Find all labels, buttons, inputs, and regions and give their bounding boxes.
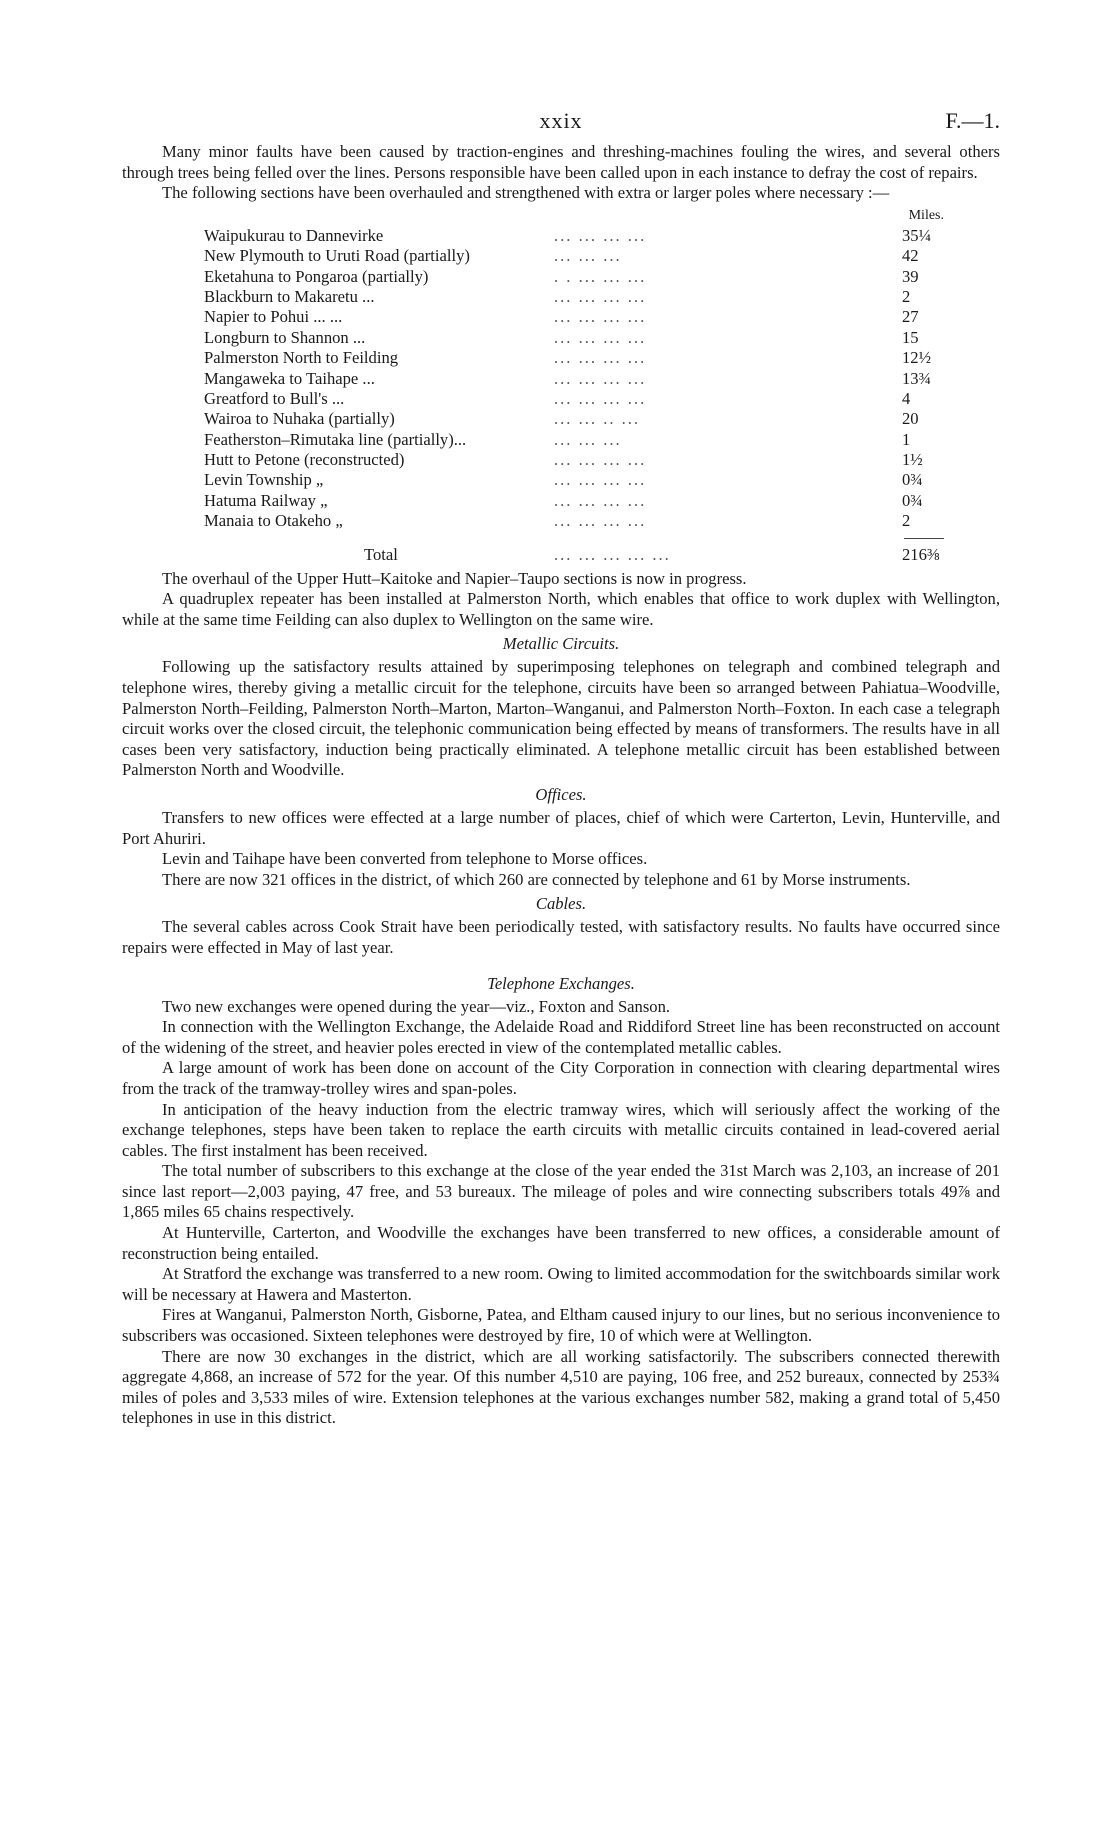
miles-value: 39 — [902, 266, 919, 286]
paragraph: At Hunterville, Carterton, and Woodville the exchanges have been transferred to new offices, a considerable amount of reconstruction being entailed. — [122, 1223, 1000, 1263]
section-name: Greatford to Bull's ... — [204, 388, 345, 408]
miles-value: 42 — [902, 246, 919, 266]
miles-value: 15 — [902, 327, 919, 347]
section-heading-telephone-exchanges: Telephone Exchanges. — [487, 973, 635, 993]
page-number: xxix — [539, 108, 583, 133]
section-name: Mangaweka to Taihape ... — [204, 368, 375, 388]
table-row — [204, 307, 944, 327]
section-name: Levin Township „ — [204, 470, 324, 490]
leader-dots: ... ... ... ... — [554, 348, 647, 368]
leader-dots: ... ... ... ... — [554, 450, 647, 470]
paragraph: There are now 321 offices in the district, of which 260 are connected by telephone and 61 by Morse instruments. — [162, 869, 911, 889]
paragraph: In connection with the Wellington Exchange, the Adelaide Road and Riddiford Street line has been reconstructed on account of the widening of the street, and heavier poles erected in view of the contemplated metallic cables. — [122, 1017, 1000, 1057]
document-page — [122, 108, 1000, 1429]
paragraph: There are now 30 exchanges in the district, which are all working satisfactorily. The subscribers connected therewith aggregate 4,868, an increase of 572 for the year. Of this number 4,510 are paying, 106 free, and 252 bureaux, connected by 253¾ miles of poles and 3,533 miles of wire. Extension telephones at the various exchanges number 582, making a grand total of 5,450 telephones in use in this district. — [122, 1346, 1000, 1428]
leader-dots: ... ... ... ... — [554, 511, 647, 531]
section-name: Manaia to Otakeho „ — [204, 511, 343, 531]
paragraph: At Stratford the exchange was transferred to a new room. Owing to limited accommodation for the switchboards similar work will be necessary at Hawera and Masterton. — [122, 1264, 1000, 1304]
section-heading-cables: Cables. — [535, 894, 587, 914]
total-label: Total — [364, 544, 398, 564]
section-name: Hatuma Railway „ — [204, 490, 328, 510]
table-row — [204, 470, 944, 490]
leader-dots: ... ... ... ... — [554, 307, 647, 327]
miles-value: 35¼ — [902, 225, 932, 245]
total-row — [204, 543, 944, 567]
total-value: 216⅜ — [902, 544, 940, 564]
table-row — [204, 409, 944, 429]
section-name: Napier to Pohui ... ... — [204, 307, 343, 327]
table-row — [204, 491, 944, 511]
paragraph: Levin and Taihape have been converted from telephone to Morse offices. — [162, 849, 648, 869]
section-name: New Plymouth to Uruti Road (partially) — [204, 246, 470, 266]
table-row — [204, 389, 944, 409]
table-row — [204, 246, 944, 266]
leader-dots: ... ... ... ... — [554, 327, 647, 347]
miles-value: 20 — [902, 409, 919, 429]
leader-dots: ... ... ... ... — [554, 225, 647, 245]
miles-value: 0¾ — [902, 470, 923, 490]
section-name: Blackburn to Makaretu ... — [204, 286, 375, 306]
paragraph: The following sections have been overhauled and strengthened with extra or larger poles where necessary :— — [162, 183, 890, 203]
paragraph: The overhaul of the Upper Hutt–Kaitoke and Napier–Taupo sections is now in progress. — [162, 568, 747, 588]
table-row — [204, 328, 944, 348]
section-heading-metallic-circuits: Metallic Circuits. — [502, 634, 620, 654]
section-name: Eketahuna to Pongaroa (partially) — [204, 266, 429, 286]
table-row — [204, 369, 944, 389]
table-row — [204, 226, 944, 246]
leader-dots: ... ... ... — [554, 246, 622, 266]
section-name: Featherston–Rimutaka line (partially)... — [204, 429, 467, 449]
paragraph: Two new exchanges were opened during the year—viz., Foxton and Sanson. — [162, 996, 671, 1016]
miles-column-header: Miles. — [908, 207, 944, 223]
section-name: Longburn to Shannon ... — [204, 327, 366, 347]
table-row — [204, 287, 944, 307]
miles-value: 13¾ — [902, 368, 932, 388]
miles-value: 1½ — [902, 450, 923, 470]
miles-value: 4 — [902, 388, 911, 408]
paragraph: The total number of subscribers to this exchange at the close of the year ended the 31st March was 2,103, an increase of 201 since last report—2,003 paying, 47 free, and 53 bureaux. The mileage of poles and wire connecting subscribers totals 49⅞ and 1,865 miles 65 chains respectively. — [122, 1161, 1000, 1222]
section-name: Hutt to Petone (reconstructed) — [204, 450, 405, 470]
table-row — [204, 511, 944, 531]
miles-value: 12½ — [902, 348, 932, 368]
paragraph: Following up the satisfactory results attained by superimposing telephones on telegraph and combined telegraph and telephone wires, thereby giving a metallic circuit for the telephone, circuits have been so arranged between Pahiatua–Woodville, Palmerston North–Feilding, Palmerston North–Marton, Marton–Wanganui, and Palmerston North–Foxton. In each case a telegraph circuit works over the closed circuit, the telephonic communication being effected by means of transformers. The results have in all cases been very satisfactory, induction being practically eliminated. A telephone metallic circuit has been established between Palmerston North and Woodville. — [122, 657, 1000, 780]
miles-value: 2 — [902, 511, 911, 531]
leader-dots: ... ... ... ... — [554, 490, 647, 510]
miles-value: 27 — [902, 307, 919, 327]
paragraph: Transfers to new offices were effected at a large number of places, chief of which were Carterton, Levin, Hunterville, and Port Ahuriri. — [122, 807, 1000, 848]
paragraph: In anticipation of the heavy induction from the electric tramway wires, which will seriously affect the working of the exchange telephones, steps have been taken to replace the earth circuits with metallic circuits contained in lead-covered aerial cables. The first instalment has been received. — [122, 1099, 1000, 1160]
leader-dots: ... ... ... ... — [554, 470, 647, 490]
section-heading-offices: Offices. — [535, 784, 587, 804]
document-reference: F.—1. — [945, 108, 1000, 133]
table-row — [204, 430, 944, 450]
section-name: Wairoa to Nuhaka (partially) — [204, 409, 395, 429]
miles-value: 0¾ — [902, 490, 923, 510]
paragraph: Many minor faults have been caused by traction-engines and threshing-machines fouling the wires, and several others through trees being felled over the lines. Persons responsible have been called upon in each instance to defray the cost of repairs. — [122, 142, 1000, 182]
leader-dots: ... ... ... ... — [554, 388, 647, 408]
table-row — [204, 450, 944, 470]
sections-table — [204, 208, 944, 567]
paragraph: A large amount of work has been done on account of the City Corporation in connection with clearing departmental wires from the track of the tramway-trolley wires and span-poles. — [122, 1058, 1000, 1098]
paragraph: A quadruplex repeater has been installed at Palmerston North, which enables that office to work duplex with Wellington, while at the same time Feilding can also duplex to Wellington on the same wire. — [122, 589, 1000, 629]
leader-dots: ... ... ... ... — [554, 286, 647, 306]
page-header — [122, 108, 1000, 142]
miles-value: 1 — [902, 429, 911, 449]
leader-dots: ... ... ... ... — [554, 368, 647, 388]
table-row — [204, 348, 944, 368]
paragraph: The several cables across Cook Strait have been periodically tested, with satisfactory results. No faults have occurred since repairs were effected in May of last year. — [122, 917, 1000, 957]
leader-dots: ... ... .. ... — [554, 409, 641, 429]
leader-dots: ... ... ... — [554, 429, 622, 449]
miles-value: 2 — [902, 286, 911, 306]
section-name: Palmerston North to Feilding — [204, 348, 399, 368]
total-rule — [204, 538, 944, 539]
leader-dots: . . ... ... ... — [554, 266, 647, 286]
section-name: Waipukurau to Dannevirke — [204, 225, 384, 245]
paragraph: Fires at Wanganui, Palmerston North, Gisborne, Patea, and Eltham caused injury to our lines, but no serious inconvenience to subscribers was occasioned. Sixteen telephones were destroyed by fire, 10 of which were at Wellington. — [122, 1305, 1000, 1346]
table-row — [204, 267, 944, 287]
sections-table-body — [204, 226, 944, 532]
leader-dots: ... ... ... ... ... — [554, 544, 671, 564]
